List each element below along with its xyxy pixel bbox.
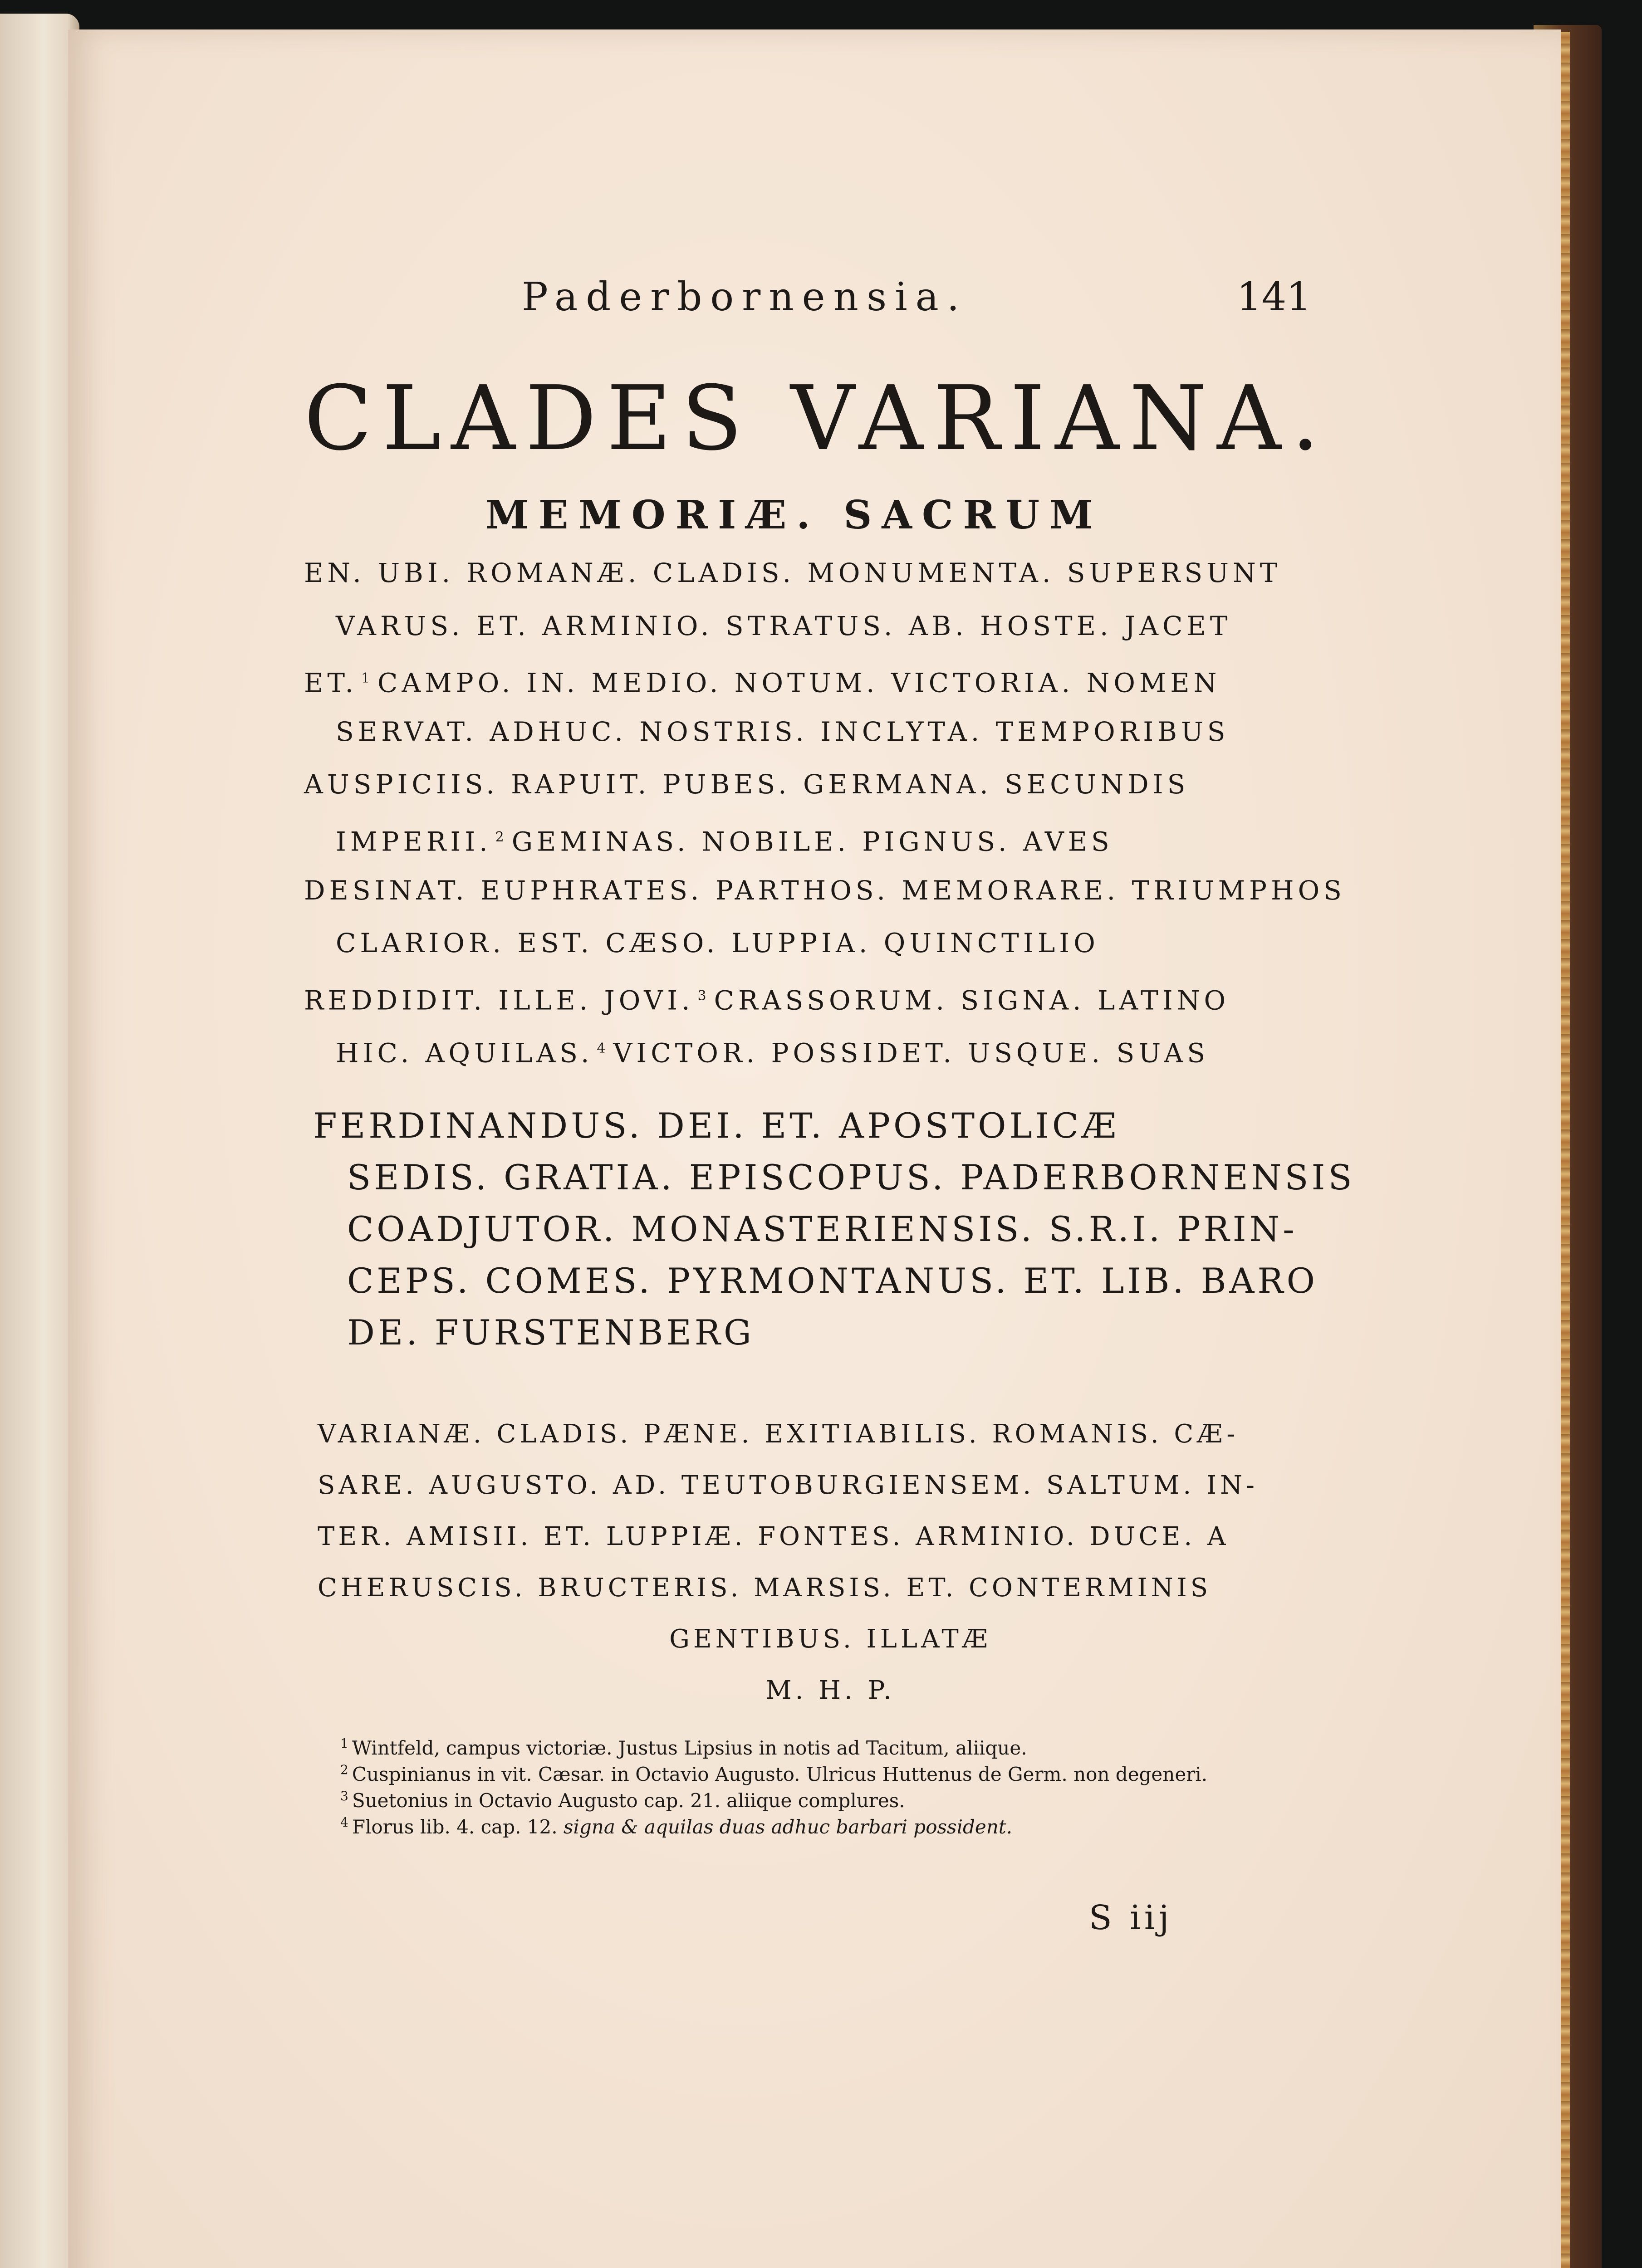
verse-text: REDDIDIT. ILLE. JOVI. [304,985,694,1016]
verse-line [304,652,1338,705]
footnote-text: Cuspinianus in vit. Cæsar. in Octavio Augusto. Ulricus Huttenus de Germ. non degeneri. [352,1763,1208,1785]
footnote-marker: 2 [495,829,508,845]
verse-line: DESINAT. EUPHRATES. PARTHOS. MEMORARE. TRIUMPHOS [304,875,1346,906]
page-number: 141 [1236,274,1311,320]
verse-line [304,970,1338,1023]
footnote [340,1809,1361,1836]
verse-line: VARUS. ET. ARMINIO. STRATUS. AB. HOSTE. JACET [336,610,1232,641]
footnote-number: 2 [340,1762,348,1777]
inscription-line: TER. AMISII. ET. LUPPIÆ. FONTES. ARMINIO. DUCE. A [318,1522,1230,1551]
dedication-line: COADJUTOR. MONASTERIENSIS. S.R.I. PRIN- [347,1209,1298,1249]
running-title: Paderbornensia. [522,274,968,320]
inscription-line: M. H. P. [765,1676,895,1705]
verse-text: CRASSORUM. SIGNA. LATINO [714,985,1230,1016]
signature-mark: S iij [1089,1898,1173,1937]
footnote [340,1783,1361,1812]
facing-page-edge [0,14,79,2268]
inscription-block [318,1408,1343,1716]
verse-line: SERVAT. ADHUC. NOSTRIS. INCLYTA. TEMPORIBUS [336,716,1230,747]
inscription-line: CHERUSCIS. BRUCTERIS. MARSIS. ET. CONTERMINIS [318,1573,1212,1603]
footnote [340,1757,1361,1783]
dedication-block [313,1100,1357,1359]
running-header [522,274,1311,347]
verse-text: IMPERII. [336,826,492,857]
verse-text: GEMINAS. NOBILE. PIGNUS. AVES [511,826,1113,857]
dedication-line: DE. FURSTENBERG [347,1312,755,1353]
inscription-line: SARE. AUGUSTO. AD. TEUTOBURGIENSEM. SALTUM. IN- [318,1471,1258,1500]
verse-text: CAMPO. IN. MEDIO. NOTUM. VICTORIA. NOMEN [377,667,1221,699]
page [68,29,1561,2268]
verse-line: EN. UBI. ROMANÆ. CLADIS. MONUMENTA. SUPERSUNT [304,557,1282,588]
footnote-text: Suetonius in Octavio Augusto cap. 21. aliique complures. [352,1789,905,1812]
footnote-number: 3 [340,1789,348,1804]
verse-text: VICTOR. POSSIDET. USQUE. SUAS [613,1037,1209,1069]
verse-line [304,811,1338,864]
inscription-line: VARIANÆ. CLADIS. PÆNE. EXITIABILIS. ROMANIS. CÆ- [318,1419,1239,1449]
footnote-marker: 3 [697,987,711,1004]
footnote [340,1730,1361,1757]
dedication-line: SEDIS. GRATIA. EPISCOPUS. PADERBORNENSIS [347,1157,1355,1198]
verse-line [304,1022,1338,1075]
footnote-number: 4 [340,1815,348,1830]
footnote-text: Florus lib. 4. cap. 12. [352,1816,558,1838]
footnotes [340,1730,1361,1836]
dedication-line: CEPS. COMES. PYRMONTANUS. ET. LIB. BARO [347,1261,1318,1301]
footnote-marker: 4 [597,1041,610,1057]
footnote-number: 1 [340,1736,348,1751]
dedication-line: FERDINANDUS. DEI. ET. APOSTOLICÆ [313,1105,1120,1146]
verse-text: ET. [304,667,358,699]
verse-text: HIC. AQUILAS. [336,1037,593,1069]
footnote-text: Wintfeld, campus victoriæ. Justus Lipsius in notis ad Tacitum, aliique. [352,1737,1027,1759]
verse-block [304,547,1346,1075]
verse-line: CLARIOR. EST. CÆSO. LUPPIA. QUINCTILIO [336,928,1099,959]
page-title: CLADES VARIANA. [304,367,1330,470]
footnote-marker: 1 [361,670,374,687]
footnote-quotation: signa & aquilas duas adhuc barbari possident. [563,1816,1013,1838]
verse-line: AUSPICIIS. RAPUIT. PUBES. GERMANA. SECUNDIS [304,769,1190,800]
subtitle: MEMORIÆ. SACRUM [485,492,1103,538]
inscription-line: GENTIBUS. ILLATÆ [669,1624,991,1654]
